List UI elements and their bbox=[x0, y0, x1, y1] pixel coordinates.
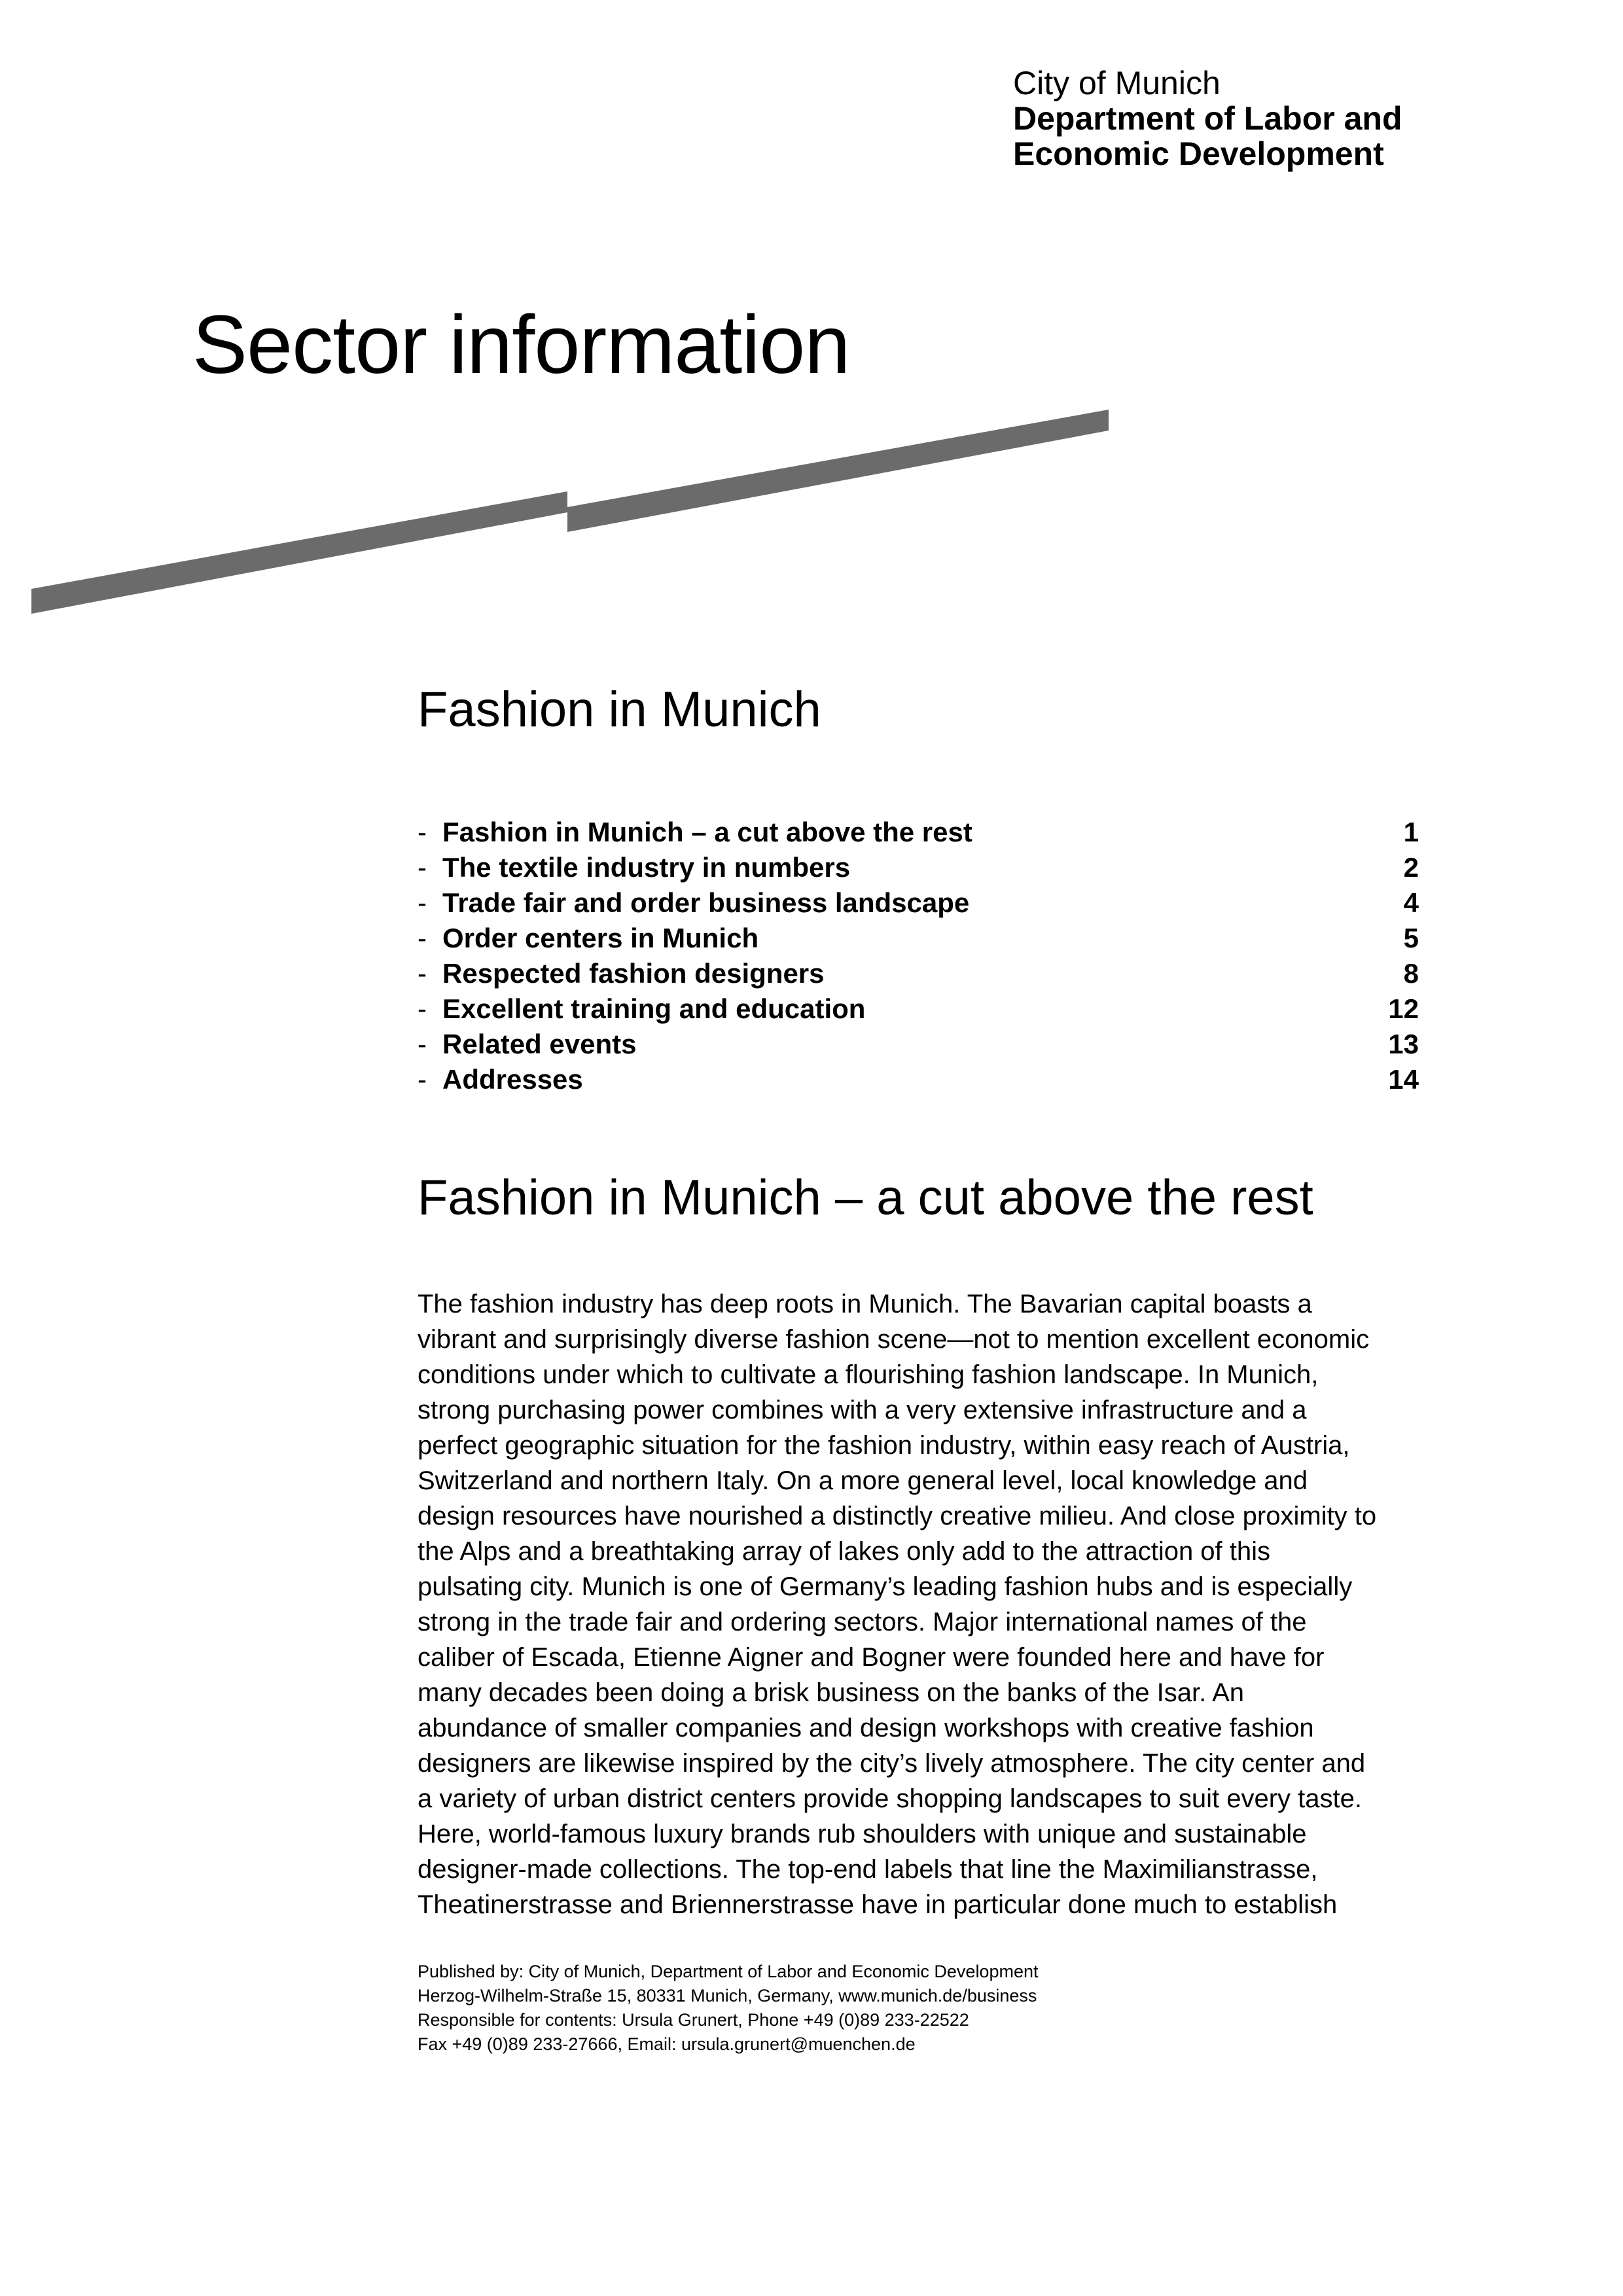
toc-item[interactable] bbox=[418, 921, 1419, 956]
toc-page: 5 bbox=[1403, 923, 1419, 953]
toc-bullet: - bbox=[418, 887, 427, 918]
toc-bullet: - bbox=[418, 923, 427, 953]
footer-contact-phone: Responsible for contents: Ursula Grunert, Phone +49 (0)89 233-22522 bbox=[418, 2010, 969, 2030]
toc-label: The textile industry in numbers bbox=[442, 852, 851, 883]
paragraph-line: perfect geographic situation for the fashion industry, within easy reach of Austria, bbox=[418, 1431, 1350, 1460]
paragraph-line: pulsating city. Munich is one of Germany’s leading fashion hubs and is especially bbox=[418, 1572, 1353, 1601]
department-name-line2: Economic Development bbox=[1013, 135, 1384, 172]
footer-publisher: Published by: City of Munich, Department of Labor and Economic Development bbox=[418, 1962, 1039, 1981]
toc-item[interactable] bbox=[418, 1062, 1419, 1097]
decorative-stripes bbox=[0, 393, 1126, 628]
imprint-footer bbox=[418, 1960, 1530, 2057]
paragraph-line: design resources have nourished a distinctly creative milieu. And close proximity to bbox=[418, 1502, 1377, 1530]
body-paragraph bbox=[418, 1286, 1425, 1922]
toc-bullet: - bbox=[418, 958, 427, 989]
stripe-left bbox=[31, 491, 567, 614]
section-heading-cut-above: Fashion in Munich – a cut above the rest bbox=[418, 1170, 1313, 1226]
city-name: City of Munich bbox=[1013, 65, 1221, 101]
toc-item[interactable] bbox=[418, 850, 1419, 885]
toc-page: 1 bbox=[1403, 817, 1419, 847]
toc-label: Excellent training and education bbox=[442, 993, 866, 1024]
paragraph-line: Theatinerstrasse and Briennerstrasse have in particular done much to establish bbox=[418, 1890, 1338, 1919]
toc-page: 4 bbox=[1403, 887, 1419, 918]
toc-bullet: - bbox=[418, 852, 427, 883]
publisher-header bbox=[1013, 65, 1602, 171]
toc-bullet: - bbox=[418, 1029, 427, 1059]
toc-page: 8 bbox=[1403, 958, 1419, 989]
toc-item[interactable] bbox=[418, 956, 1419, 991]
paragraph-line: the Alps and a breathtaking array of lakes only add to the attraction of this bbox=[418, 1537, 1271, 1566]
toc-item[interactable] bbox=[418, 991, 1419, 1027]
toc-label: Respected fashion designers bbox=[442, 958, 825, 989]
toc-label: Related events bbox=[442, 1029, 637, 1059]
toc-page: 2 bbox=[1403, 852, 1419, 883]
paragraph-line: many decades been doing a brisk business on the banks of the Isar. An bbox=[418, 1678, 1245, 1707]
department-name-line1: Department of Labor and bbox=[1013, 100, 1402, 137]
paragraph-line: vibrant and surprisingly diverse fashion scene—not to mention excellent economic bbox=[418, 1325, 1370, 1354]
paragraph-line: strong purchasing power combines with a very extensive infrastructure and a bbox=[418, 1396, 1307, 1424]
toc-label: Addresses bbox=[442, 1064, 583, 1095]
paragraph-line: abundance of smaller companies and design workshops with creative fashion bbox=[418, 1714, 1314, 1742]
paragraph-line: conditions under which to cultivate a flourishing fashion landscape. In Munich, bbox=[418, 1360, 1319, 1389]
toc-page: 14 bbox=[1388, 1064, 1419, 1095]
toc-item[interactable] bbox=[418, 885, 1419, 921]
paragraph-line: caliber of Escada, Etienne Aigner and Bogner were founded here and have for bbox=[418, 1643, 1325, 1672]
toc-bullet: - bbox=[418, 1064, 427, 1095]
table-of-contents bbox=[418, 815, 1419, 1097]
toc-item[interactable] bbox=[418, 1027, 1419, 1062]
paragraph-line: Switzerland and northern Italy. On a more general level, local knowledge and bbox=[418, 1466, 1308, 1495]
paragraph-line: The fashion industry has deep roots in Munich. The Bavarian capital boasts a bbox=[418, 1290, 1312, 1318]
section-heading-fashion: Fashion in Munich bbox=[418, 682, 821, 737]
stripe-right bbox=[567, 410, 1109, 532]
toc-bullet: - bbox=[418, 993, 427, 1024]
paragraph-line: designer-made collections. The top-end labels that line the Maximilianstrasse, bbox=[418, 1855, 1318, 1884]
paragraph-line: strong in the trade fair and ordering sectors. Major international names of the bbox=[418, 1608, 1307, 1636]
page-title: Sector information bbox=[192, 298, 850, 391]
toc-page: 12 bbox=[1388, 993, 1419, 1024]
paragraph-line: designers are likewise inspired by the city’s lively atmosphere. The city center and bbox=[418, 1749, 1366, 1778]
toc-label: Fashion in Munich – a cut above the rest bbox=[442, 817, 972, 847]
toc-label: Order centers in Munich bbox=[442, 923, 759, 953]
footer-contact-fax-email: Fax +49 (0)89 233-27666, Email: ursula.grunert@muenchen.de bbox=[418, 2034, 916, 2054]
toc-label: Trade fair and order business landscape bbox=[442, 887, 970, 918]
paragraph-line: Here, world-famous luxury brands rub shoulders with unique and sustainable bbox=[418, 1820, 1307, 1848]
footer-address: Herzog-Wilhelm-Straße 15, 80331 Munich, Germany, www.munich.de/business bbox=[418, 1986, 1037, 2005]
paragraph-line: a variety of urban district centers provide shopping landscapes to suit every taste. bbox=[418, 1784, 1362, 1813]
toc-page: 13 bbox=[1388, 1029, 1419, 1059]
toc-bullet: - bbox=[418, 817, 427, 847]
toc-item[interactable] bbox=[418, 815, 1419, 850]
